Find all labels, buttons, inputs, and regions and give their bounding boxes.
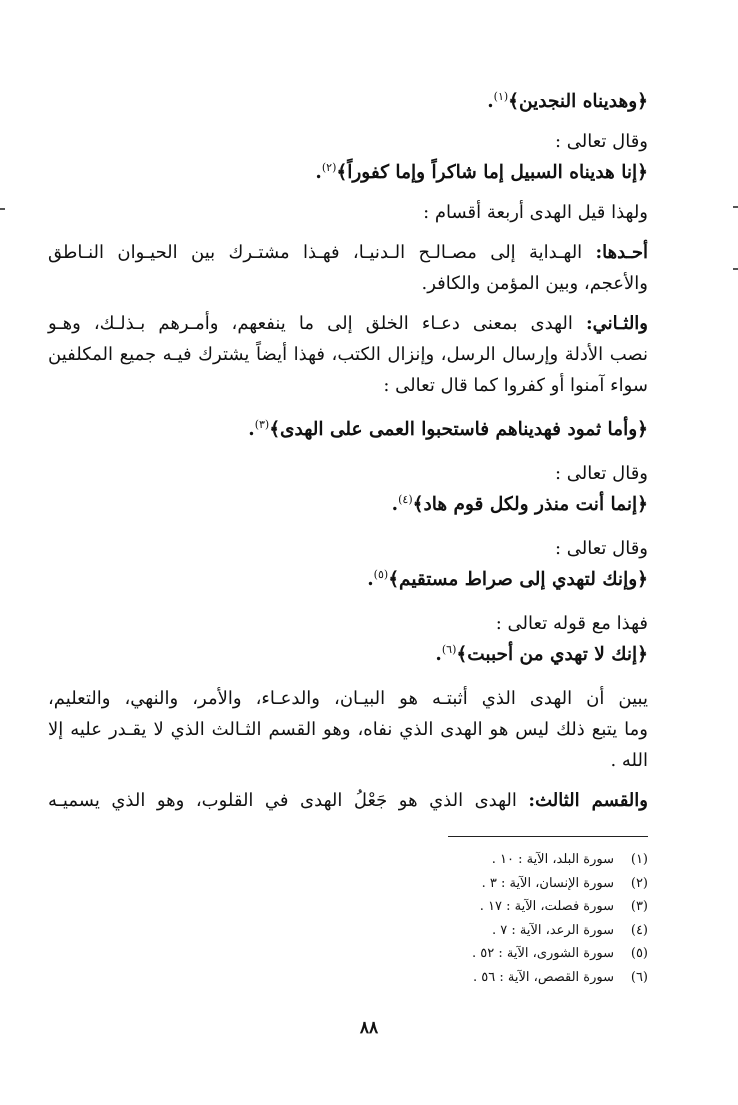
footnote-number: (٦) [630, 969, 648, 985]
scan-mark [733, 268, 738, 270]
text-line [48, 237, 648, 268]
footnote-ref: (١) [493, 90, 509, 103]
footnote-item [448, 919, 648, 943]
footnote-ref: (٣) [254, 418, 270, 431]
text-line [48, 268, 648, 299]
main-text [48, 86, 648, 816]
line-text: وقال تعالى : [554, 538, 648, 559]
section-lead: والقسم الثالث: [528, 790, 648, 811]
verse-text: ﴿وأما ثمود فهدیناهم فاستحبوا العمى على الهدى﴾ [269, 419, 648, 440]
text-line [48, 308, 648, 339]
punct: . [367, 569, 374, 590]
line-text: الهدى بمعنى دعـاء الخلق إلى ما ینفعهم، وأمـرهم بـذلـك، وهـو [48, 313, 586, 334]
punct: . [391, 494, 399, 515]
text-line [48, 339, 648, 370]
section-lead: والثـاني: [585, 313, 648, 334]
scan-mark [0, 208, 5, 210]
text-line [48, 458, 648, 489]
footnote-number: (٥) [630, 946, 648, 961]
line-text: فهذا مع قوله تعالى : [495, 613, 648, 634]
page-number: ٨٨ [359, 1018, 379, 1038]
footnote-number: (٣) [630, 899, 648, 914]
line-text: وما یتبع ذلك لیس هو الهدى الذي نفاه، وهو القسم الثـالث الذي لا یقـدر علیه إلا [48, 719, 648, 740]
footnote-item [448, 848, 648, 872]
scan-mark [733, 206, 738, 208]
footnote-number: (٢) [630, 875, 648, 891]
text-line [48, 745, 648, 776]
footnote-text: سورة الرعد، الآیة : ٧ . [492, 922, 614, 938]
verse-text: ﴿إنا هدیناه السبیل إما شاكراً وإما كفوراً﴾ [336, 162, 648, 183]
footnote-text: سورة القصص، الآیة : ٥٦ . [473, 969, 614, 985]
line-text: یبین أن الهدى الذي أثبتـه هو البیـان، والدعـاء، والأمر، والنهي، والتعلیم، [48, 688, 648, 709]
footnote-number: (١) [630, 852, 648, 867]
punct: . [315, 162, 322, 183]
line-text: نصب الأدلة وإرسال الرسل، وإنزال الكتب، فهذا أیضاً یشترك فیـه جمیع المكلفین [48, 344, 648, 365]
footnote-ref: (٢) [321, 161, 337, 174]
footnote-ref: (٤) [398, 493, 413, 506]
line-text: الله . [610, 750, 648, 771]
verse-text: ﴿إنك لا تهدي من أحببت﴾ [456, 644, 648, 665]
verse-line [48, 639, 648, 670]
text-line [48, 126, 648, 157]
line-text: والأعجم، وبین المؤمن والكافر. [421, 273, 648, 294]
line-text: وقال تعالى : [554, 463, 648, 484]
verse-line [48, 564, 648, 595]
line-text: الهدى الذي هو جَعْلُ الهدى في القلوب، وهو الذي یسمیـه [48, 790, 529, 811]
footnote-ref: (٥) [373, 568, 389, 581]
footnote-item [448, 966, 648, 990]
punct: . [248, 419, 255, 440]
footnote-divider [448, 836, 648, 837]
footnote-text: سورة الإنسان، الآیة : ٣ . [481, 875, 614, 891]
footnote-item [448, 872, 648, 896]
footnote-item [448, 895, 648, 919]
footnote-text: سورة فصلت، الآیة : ١٧ . [479, 899, 614, 914]
verse-text: ﴿وإنك لتهدي إلى صراط مستقیم﴾ [388, 569, 648, 590]
footnote-ref: (٦) [441, 643, 457, 656]
footnote-number: (٤) [630, 922, 648, 938]
text-line [48, 533, 648, 564]
punct: . [487, 91, 494, 112]
footnote-item [448, 942, 648, 966]
footnotes [448, 848, 648, 989]
line-text: سواء آمنوا أو كفروا كما قال تعالى : [383, 375, 648, 396]
text-line [48, 608, 648, 639]
line-text: ولهذا قیل الهدى أربعة أقسام : [423, 202, 648, 223]
verse-line [48, 489, 648, 520]
line-text: الهـدایة إلى مصـالـح الـدنیـا، فهـذا مشتـرك بین الحیـوان النـاطق [48, 242, 596, 263]
verse-text: ﴿إنما أنت منذر ولكل قوم هاد﴾ [412, 494, 648, 515]
text-line [48, 370, 648, 401]
verse-line [48, 157, 648, 188]
verse-line [48, 414, 648, 445]
verse-line [48, 86, 648, 117]
punct: . [435, 644, 442, 665]
text-line [48, 197, 648, 228]
line-text: وقال تعالى : [554, 131, 648, 152]
text-line [48, 714, 648, 745]
text-line [48, 683, 648, 714]
section-lead: أحـدها: [595, 242, 648, 263]
verse-text: ﴿وهدیناه النجدین﴾ [508, 91, 648, 112]
footnote-text: سورة الشورى، الآیة : ٥٢ . [472, 946, 614, 961]
footnote-text: سورة البلد، الآیة : ١٠ . [491, 852, 614, 867]
text-line [48, 785, 648, 816]
